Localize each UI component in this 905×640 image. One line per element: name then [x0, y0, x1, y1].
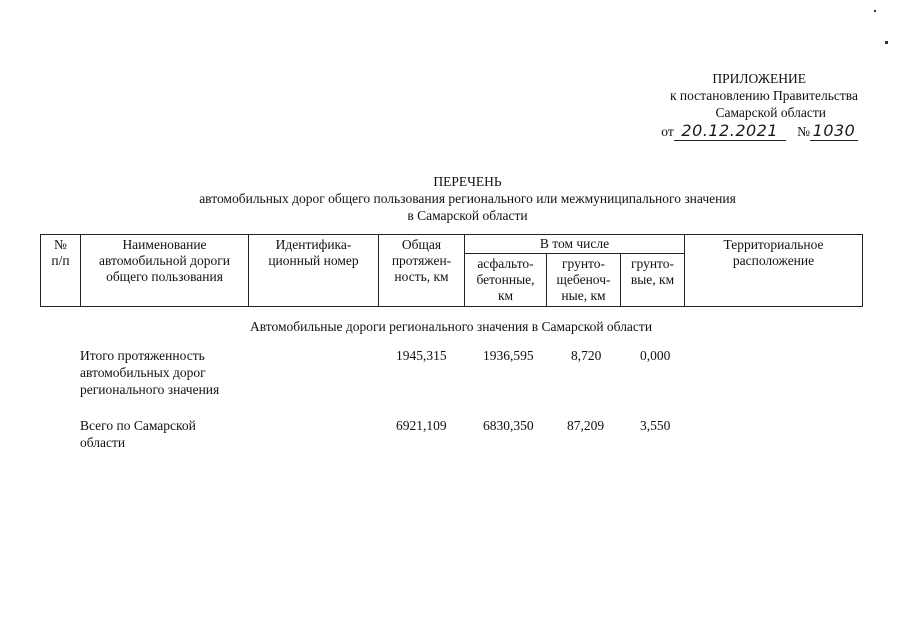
appendix-block — [558, 70, 858, 141]
appendix-date-line — [558, 122, 858, 141]
header-asphalt: асфальто- бетонные, км — [465, 254, 547, 307]
header-gravel: грунто- щебеноч- ные, км — [547, 254, 621, 307]
scan-speck — [885, 41, 888, 44]
cell-dirt: 3,550 — [640, 418, 671, 433]
roads-table-header — [40, 234, 863, 307]
number-label: № — [797, 124, 810, 139]
header-id: Идентифика- ционный номер — [249, 235, 379, 307]
cell-gravel: 8,720 — [571, 348, 602, 363]
cell-gravel: 87,209 — [567, 418, 605, 433]
cell-asphalt: 1936,595 — [483, 348, 534, 363]
appendix-line-2: Самарской области — [715, 105, 826, 120]
appendix-title: ПРИЛОЖЕНИЕ — [712, 71, 806, 86]
row-name-regional-total: Итого протяженность автомобильных дорог регионального значения — [80, 348, 220, 397]
header-num: № п/п — [41, 235, 81, 307]
document-subtitle-2: в Самарской области — [407, 208, 528, 223]
document-subtitle-1: автомобильных дорог общего пользования регионального или межмуниципального значения — [199, 191, 736, 206]
header-total-length: Общая протяжен- ность, км — [379, 235, 465, 307]
scan-speck — [874, 10, 876, 12]
appendix-line-1: к постановлению Правительства — [669, 88, 858, 103]
section-title: Автомобильные дороги регионального значения в Самарской области — [249, 319, 653, 334]
header-including: В том числе — [465, 235, 685, 254]
header-name: Наименование автомобильной дороги общего пользования — [81, 235, 249, 307]
handwritten-number: 1030 — [812, 121, 856, 140]
handwritten-date: 20.12.2021 — [681, 121, 779, 140]
document-title-block — [60, 173, 875, 224]
header-dirt: грунто- вые, км — [621, 254, 685, 307]
cell-total-length: 6921,109 — [396, 418, 447, 433]
from-label: от — [661, 124, 674, 139]
header-location: Территориальное расположение — [685, 235, 863, 307]
document-title: ПЕРЕЧЕНЬ — [433, 174, 502, 189]
cell-dirt: 0,000 — [640, 348, 671, 363]
cell-asphalt: 6830,350 — [483, 418, 534, 433]
cell-total-length: 1945,315 — [396, 348, 447, 363]
row-name-samara-total: Всего по Самарской области — [80, 418, 196, 450]
